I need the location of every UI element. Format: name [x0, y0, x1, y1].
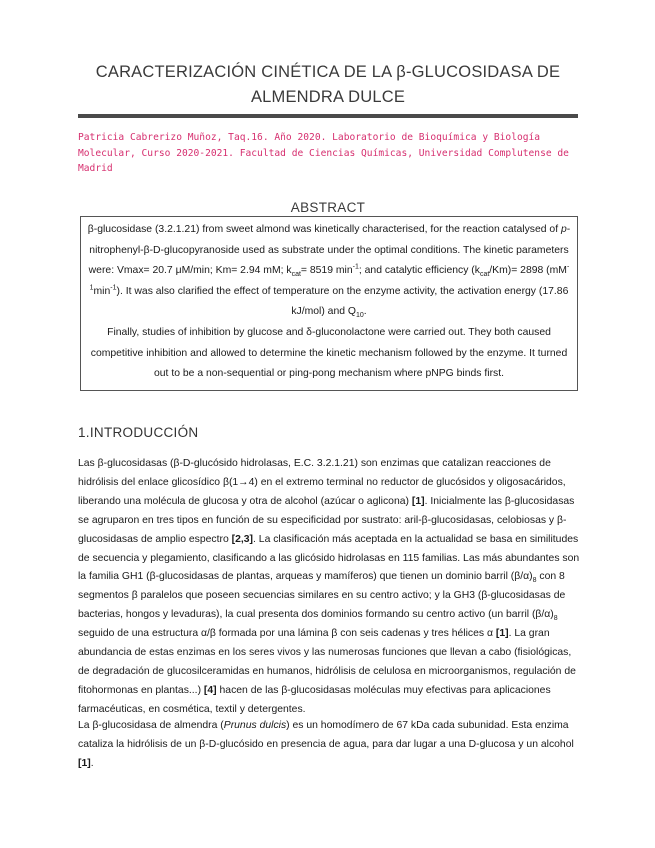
citation: [2,3]: [231, 533, 254, 545]
abstract-paragraph-1: β-glucosidase (3.2.1.21) from sweet almond was kinetically characterised, for the reaction catalysed of p-nitrophenyl-β-D-glucopyranoside used as substrate under the optimal conditions. The kinetic parameters were: Vmax= 20.7 μM/min; Km= 2.94 mM; $k_{cat}= 8519$ $\min^{-1}$; and catalytic efficiency $(k_{cat}/Km)= 2898$ $(mM^{-1}\min^{-1})$. It was also clarified the effect of temperature on the enzyme activity, the activation energy (17.86 kJ/mol) and $Q_{10}$.: [87, 224, 571, 320]
abstract-paragraph-2: Finally, studies of inhibition by glucose and δ-gluconolactone were carried out. They both caused competitive inhibition and allowed to determine the kinetic mechanism followed by the enzyme. It turned out to be a non-sequential or ping-pong mechanism where pNPG binds first.: [90, 326, 568, 380]
author-affiliation: Patricia Cabrerizo Muñoz, Taq.16. Año 2020. Laboratorio de Bioquímica y Biología Molecular, Curso 2020-2021. Facultad de Ciencias Químicas, Universidad Complutense de Madrid: [78, 132, 569, 174]
citation: [1]: [78, 757, 91, 769]
citation: [1]: [495, 628, 509, 640]
paper-title: [78, 60, 578, 110]
title-divider: [78, 114, 578, 118]
citation: [1]: [411, 495, 425, 507]
section-heading-introduction: 1.INTRODUCCIÓN: [78, 425, 199, 440]
abstract-box: [80, 216, 578, 391]
intro-paragraph-1: Las β-glucosidasas (β-D-glucósido hidrolasas, E.C. 3.2.1.21) son enzimas que catalizan reacciones de hidrólisis del enlace glicosídico β(1→4) en el extremo terminal no reductor de glucósidos y oligosacáridos, liberando una molécula de glucosa y otra de alcohol (azúcar o aglicona) [1]. Inicialmente las β-glucosidasas se agruparon en tres tipos en función de su especificidad por sustrato: aril-β-glucosidasas, celobiosas y β-glucosidasas de amplio espectro [2,3]. La clasificación más aceptada en la actualidad se basa en similitudes de secuencia y plegamiento, clasificando a las glicósido hidrolasas en 115 familias. Las más abundantes son la familia GH1 (β-glucosidasas de plantas, arqueas y mamíferos) que tienen un dominio barril $(\beta/\alpha)_8$ con 8 segmentos β paralelos que poseen secuencias similares en su centro activo; y la GH3 (β-glucosidasas de bacterias, hongos y levaduras), la cual presenta dos dominios formando su centro activo (un barril $(\beta/\alpha)_8$ seguido de una estructura α/β formada por una lámina β con seis cadenas y tres hélices α [1]. La gran abundancia de estas enzimas en los seres vivos y las numerosas funciones que llevan a cabo (fisiológicas, de degradación de glucosilceramidas en humanos, hidrólisis de celulosa en microorganismos, regulación de fitohormonas en plantas...) [4] hacen de las β-glucosidasas moléculas muy efectivas para aplicaciones farmacéuticas, en cosmética, textil y detergentes.: [78, 458, 580, 715]
paper-title-line-1: CARACTERIZACIÓN CINÉTICA DE LA β-GLUCOSIDASA DE: [95, 63, 561, 81]
paper-title-line-2: ALMENDRA DULCE: [250, 88, 406, 106]
abstract-heading: ABSTRACT: [290, 200, 366, 215]
intro-paragraph-2: La β-glucosidasa de almendra (Prunus dulcis) es un homodímero de 67 kDa cada subunidad. Esta enzima cataliza la hidrólisis de un β-D-glucósido en presencia de agua, para dar lugar a una D-glucosa y un alcohol [1].: [78, 720, 574, 769]
species-name: Prunus dulcis: [223, 720, 287, 731]
citation: [4]: [203, 684, 217, 696]
